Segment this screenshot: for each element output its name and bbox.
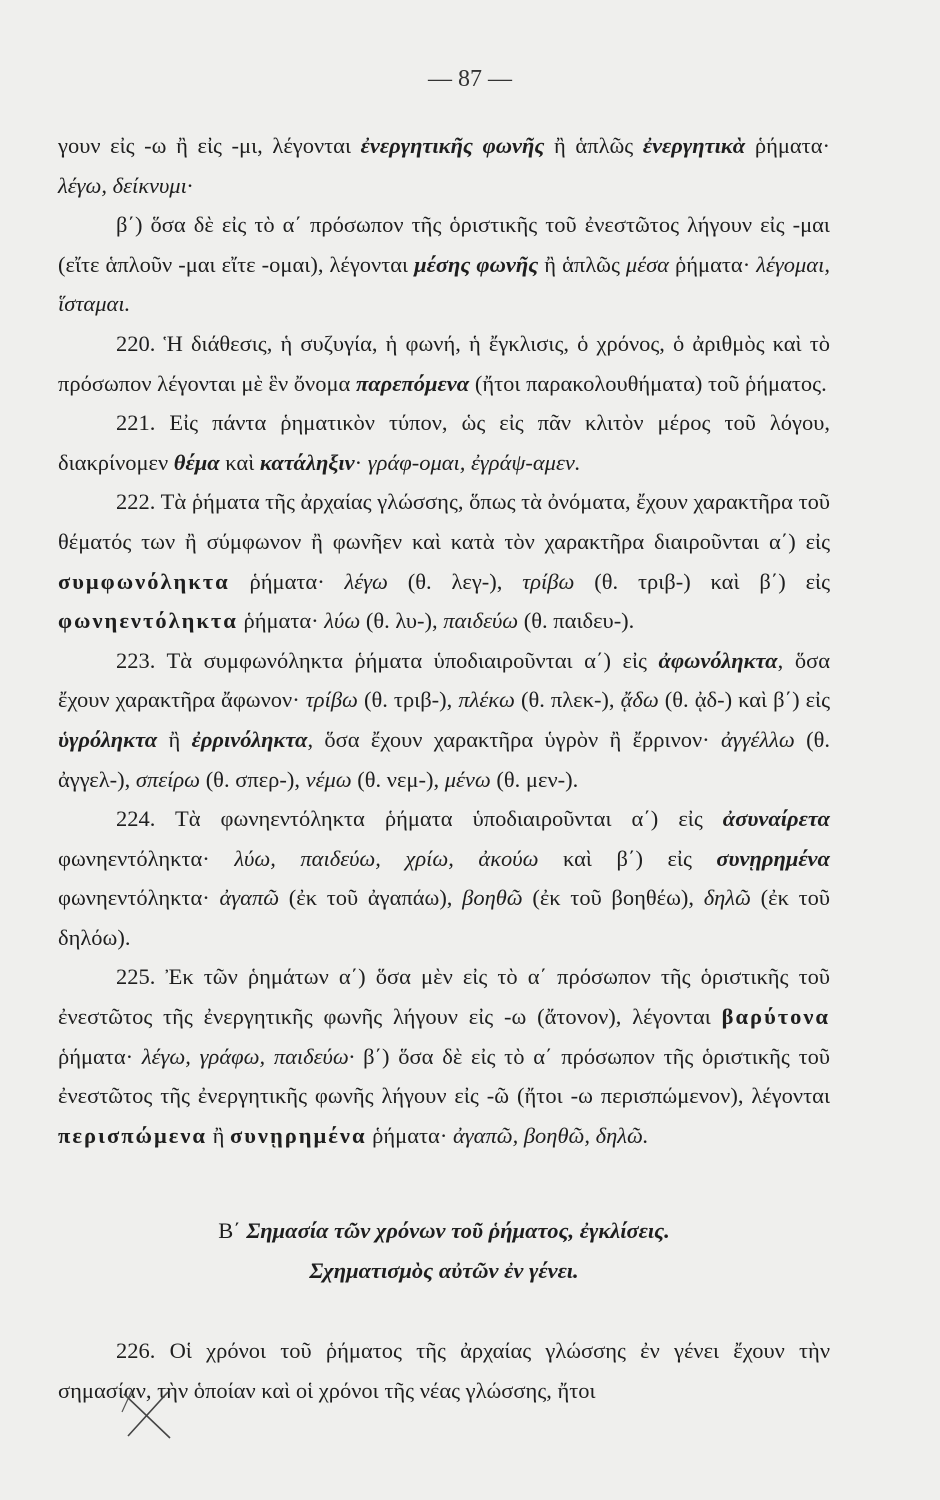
page-body — [58, 126, 830, 1411]
section-heading-line-1: Β΄ Σημασία τῶν χρόνων τοῦ ῥήματος, ἐγκλίσεις. — [218, 1218, 670, 1244]
paragraph-222: 222. Τὰ ῥήματα τῆς ἀρχαίας γλώσσης, ὅπως τὰ ὀνόματα, ἔχουν χαρακτῆρα τοῦ θέματός των ἢ σύμφωνον ἢ φωνῆεν καὶ κατὰ τὸν χαρακτῆρα διαιροῦνται α΄) εἰς συμφωνόληκτα ῥήματα· λέγω (θ. λεγ-), τρίβω (θ. τριβ-) καὶ β΄) εἰς φωνηεντόληκτα ῥήματα· λύω (θ. λυ-), παιδεύω (θ. παιδευ-). — [58, 489, 831, 634]
paragraph-continuation: γουν εἰς -ω ἢ εἰς -μι, λέγονται ἐνεργητικῆς φωνῆς ἢ ἁπλῶς ἐνεργητικὰ ῥήματα· λέγω, δείκνυμι· — [58, 133, 831, 198]
section-heading-line-2: Σχηματισμὸς αὐτῶν ἐν γένει. — [309, 1258, 579, 1284]
paragraph-223: 223. Τὰ συμφωνόληκτα ῥήματα ὑποδιαιροῦνται α΄) εἰς ἀφωνόληκτα, ὅσα ἔχουν χαρακτῆρα ἄφωνον· τρίβω (θ. τριβ-), πλέκω (θ. πλεκ-), ᾄδω (θ. ᾀδ-) καὶ β΄) εἰς ὑγρόληκτα ἢ ἐρρινόληκτα, ὅσα ἔχουν χαρακτῆρα ὑγρὸν ἢ ἔρρινον· ἀγγέλλω (θ. ἀγγελ-), σπείρω (θ. σπερ-), νέμω (θ. νεμ-), μένω (θ. μεν-). — [58, 647, 831, 792]
paragraph-225: 225. Ἐκ τῶν ῥημάτων α΄) ὅσα μὲν εἰς τὸ α΄ πρόσωπον τῆς ὁριστικῆς τοῦ ἐνεστῶτος τῆς ἐνεργητικῆς φωνῆς λήγουν εἰς -ω (ἄτονον), λέγονται βαρύτονα ῥήματα· λέγω, γράφω, παιδεύω· β΄) ὅσα δὲ εἰς τὸ α΄ πρόσωπον τῆς ὁριστικῆς τοῦ ἐνεστῶτος τῆς ἐνεργητικῆς φωνῆς λήγουν εἰς -ῶ (ἤτοι -ω περισπώμενον), λέγονται περισπώμενα ἢ συνῃρημένα ῥήματα· ἀγαπῶ, βοηθῶ, δηλῶ. — [58, 964, 830, 1148]
paragraph-224: 224. Τὰ φωνηεντόληκτα ῥήματα ὑποδιαιροῦνται α΄) εἰς ἀσυναίρετα φωνηεντόληκτα· λύω, παιδεύω, χρίω, ἀκούω καὶ β΄) εἰς συνῃρημένα φωνηεντόληκτα· ἀγαπῶ (ἐκ τοῦ ἀγαπάω), βοηθῶ (ἐκ τοῦ βοηθέω), δηλῶ (ἐκ τοῦ δηλόω). — [58, 806, 831, 950]
paragraph-226: 226. Οἱ χρόνοι τοῦ ῥήματος τῆς ἀρχαίας γλώσσης ἐν γένει ἔχουν τὴν σημασίαν, τὴν ὁποίαν καὶ οἱ χρόνοι τῆς νέας γλώσσης, ἤτοι — [58, 1338, 830, 1404]
section-heading — [58, 1211, 830, 1291]
paragraph-beta: β΄) ὅσα δὲ εἰς τὸ α΄ πρόσωπον τῆς ὁριστικῆς τοῦ ἐνεστῶτος λήγουν εἰς -μαι (εἴτε ἁπλοῦν -μαι εἴτε -ομαι), λέγονται μέσης φωνῆς ἢ ἁπλῶς μέσα ῥήματα· λέγομαι, ἵσταμαι. — [58, 212, 830, 317]
paragraph-221: 221. Εἰς πάντα ῥηματικὸν τύπον, ὡς εἰς πᾶν κλιτὸν μέρος τοῦ λόγου, διακρίνομεν θέμα καὶ κατάληξιν· γράφ-ομαι, ἐγράψ-αμεν. — [58, 410, 830, 475]
page-number: — 87 — — [428, 66, 512, 92]
pencil-cross-mark-icon — [118, 1388, 178, 1444]
paragraph-220: 220. Ἡ διάθεσις, ἡ συζυγία, ἡ φωνή, ἡ ἔγκλισις, ὁ χρόνος, ὁ ἀριθμὸς καὶ τὸ πρόσωπον λέγονται μὲ ἓν ὄνομα παρεπόμενα (ἤτοι παρακολουθήματα) τοῦ ῥήματος. — [58, 330, 830, 396]
